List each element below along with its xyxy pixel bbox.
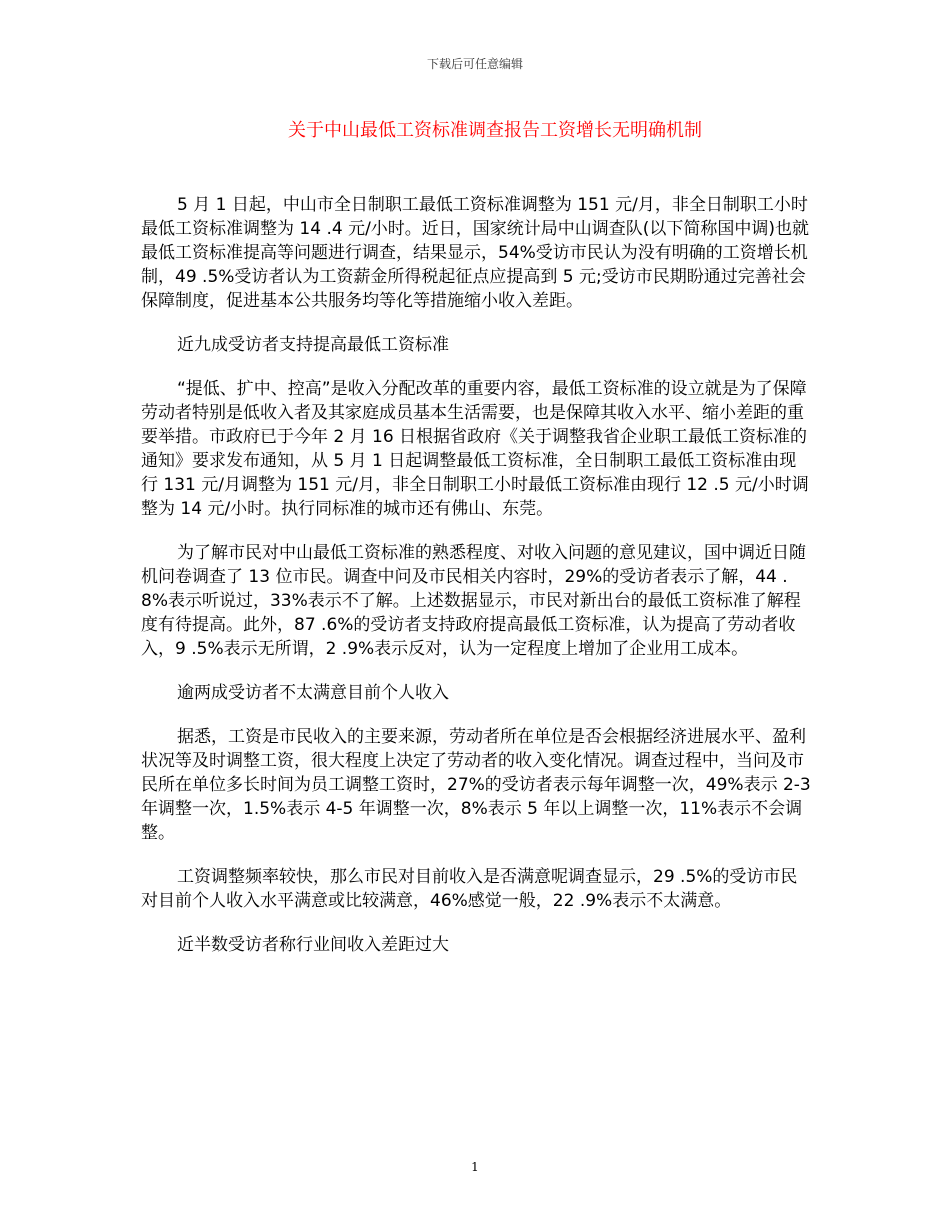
paragraph-policy: “提低、扩中、控高”是收入分配改革的重要内容，最低工资标准的设立就是为了保障劳动者特别是低收入者及其家庭成员基本生活需要，也是保障其收入水平、缩小差距的重要举措。市政府已于今年 2 月 16 日根据省政府《关于调整我省企业职工最低工资标准的通知》要求发布通知，从 5 月 1 日起调整最低工资标准，全日制职工最低工资标准由现行 131 元/月调整为 151 元/月，非全日制职工小时最低工资标准由现行 12 .5 元/小时调整为 14 元/小时。执行同标准的城市还有佛山、东莞。 [141, 379, 809, 519]
document-title: 关于中山最低工资标准调查报告工资增长无明确机制 [288, 120, 702, 141]
paragraph-survey: 为了解市民对中山最低工资标准的熟悉程度、对收入问题的意见建议，国中调近日随机问卷调查了 13 位市民。调查中问及市民相关内容时，29%的受访者表示了解，44 .8%表示听说过，33%表示不了解。上述数据显示，市民对新出台的最低工资标准了解程度有待提高。此外，87 .6%的受访者支持政府提高最低工资标准，认为提高了劳动者收入，9 .5%表示无所谓，2 .9%表示反对，认为一定程度上增加了企业用工成本。 [141, 543, 806, 659]
paragraph-satisfaction: 工资调整频率较快，那么市民对目前收入是否满意呢调查显示，29 .5%的受访市民对目前个人收入水平满意或比较满意，46%感觉一般，22 .9%表示不太满意。 [141, 867, 798, 911]
section-heading-support: 近九成受访者支持提高最低工资标准 [177, 335, 449, 355]
section-heading-dissatisfied: 逾两成受访者不太满意目前个人收入 [177, 683, 449, 703]
header-note: 下载后可任意编辑 [426, 57, 523, 71]
paragraph-wage-adjustment: 据悉，工资是市民收入的主要来源，劳动者所在单位是否会根据经济进展水平、盈利状况等及时调整工资，很大程度上决定了劳动者的收入变化情况。调查过程中，当问及市民所在单位多长时间为员工调整工资时，27%的受访者表示每年调整一次，49%表示 2-3 年调整一次，1.5%表示 4-5 年调整一次，8%表示 5 年以上调整一次，11%表示不会调整。 [141, 727, 811, 843]
document-body [141, 193, 811, 977]
section-heading-income-gap: 近半数受访者称行业间收入差距过大 [177, 935, 449, 955]
paragraph-intro: 5 月 1 日起，中山市全日制职工最低工资标准调整为 151 元/月，非全日制职工小时最低工资标准调整为 14 .4 元/小时。近日，国家统计局中山调查队(以下简称国中调)也就最低工资标准提高等问题进行调查，结果显示，54%受访市民认为没有明确的工资增长机制，49 .5%受访者认为工资薪金所得税起征点应提高到 5 元;受访市民期盼通过完善社会保障制度，促进基本公共服务均等化等措施缩小收入差距。 [141, 195, 810, 311]
page-number: 1 [471, 1160, 479, 1174]
